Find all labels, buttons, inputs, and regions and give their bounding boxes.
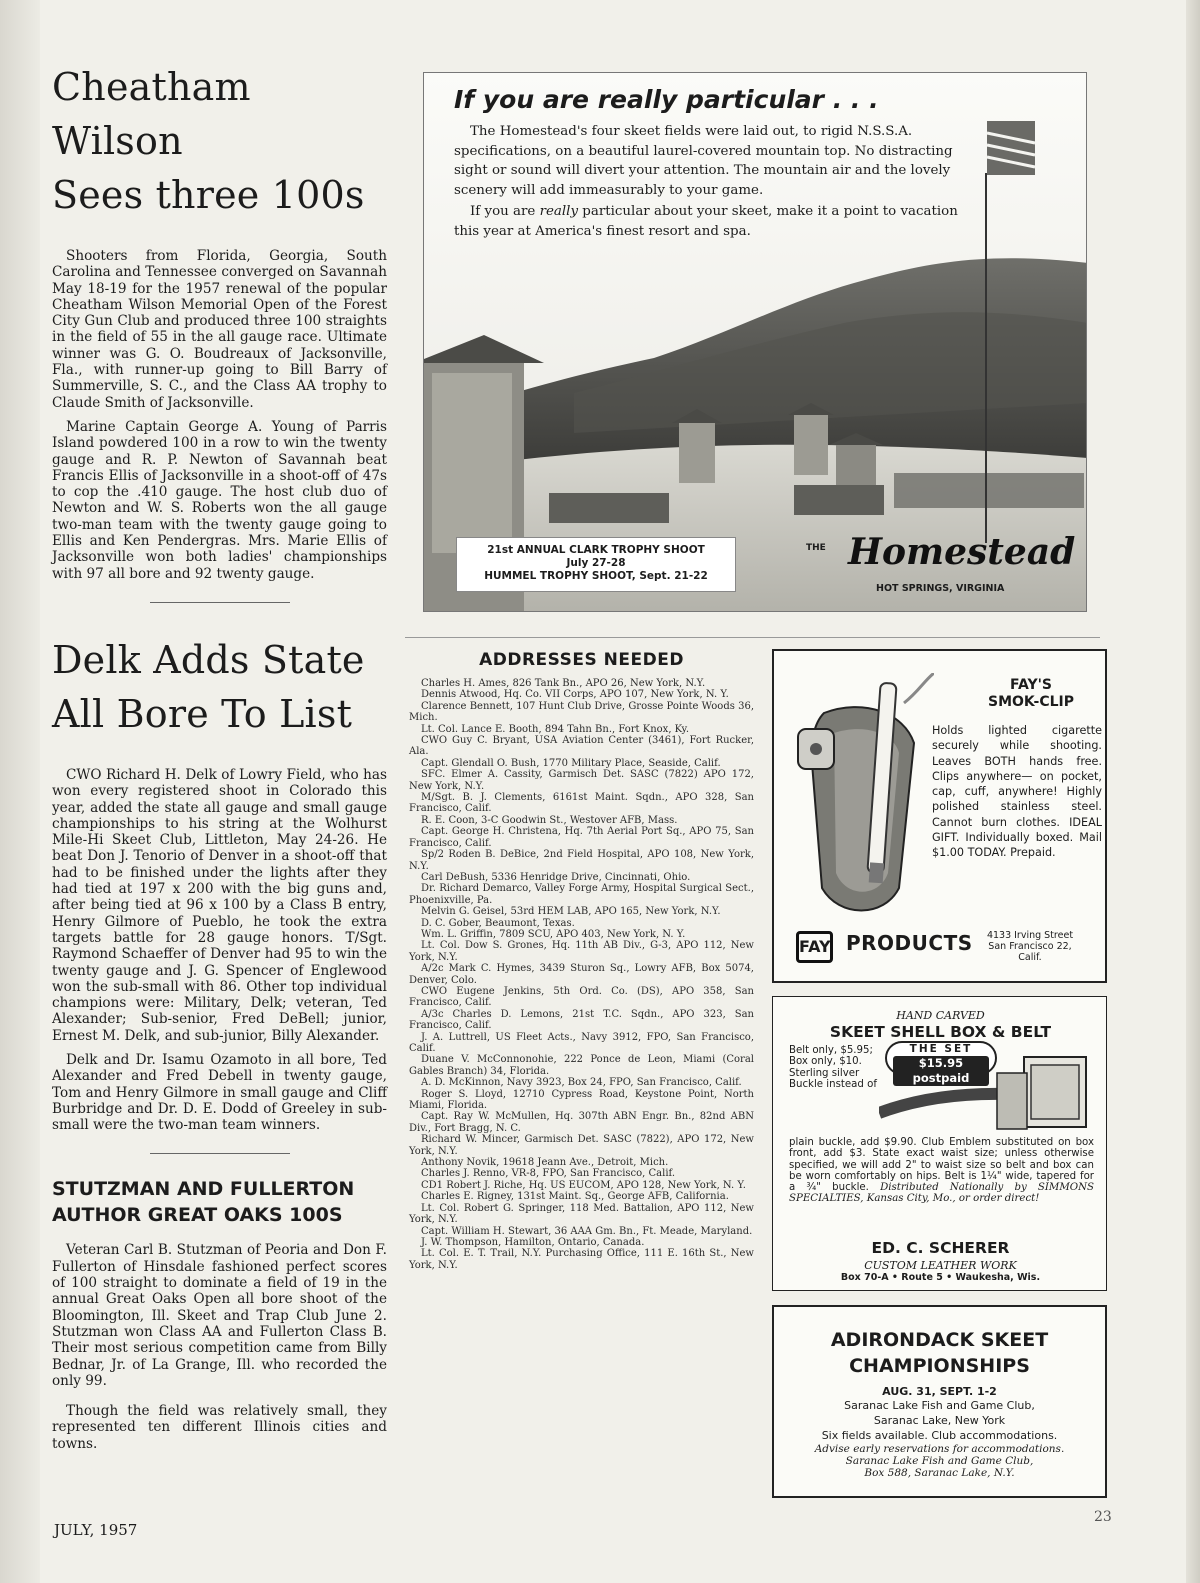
article-title: [52, 633, 387, 741]
address-entry: A/2c Mark C. Hymes, 3439 Sturon Sq., Lowry AFB, Box 5074, Denver, Colo.: [409, 963, 754, 986]
address-entry: A/3c Charles D. Lemons, 21st T.C. Sqdn., APO 323, San Francisco, Calif.: [409, 1008, 754, 1032]
address-entry: Wm. L. Griffin, 7809 SCU, APO 403, New York, N. Y.: [421, 928, 686, 940]
fays-address: [970, 930, 1090, 963]
address-entry: Lt. Col. E. T. Trail, N.Y. Purchasing Office, 111 E. 16th St., New York, N.Y.: [409, 1248, 754, 1271]
adirondack-location: Saranac Lake, New York: [873, 1414, 1006, 1427]
ad-text: particular about your skeet, make it a point to vacation this year at America's finest resort and spa.: [454, 204, 958, 239]
addresses-column: [409, 650, 754, 1271]
ad-copy: [454, 85, 974, 241]
adirondack-note: Box 588, Saranac Lake, N.Y.: [864, 1467, 1015, 1479]
event-line: HUMMEL TROPHY SHOOT, Sept. 21-22: [484, 570, 708, 582]
ad-headline: If you are really particular . . .: [454, 85, 879, 114]
event-line: 21st ANNUAL CLARK TROPHY SHOOT: [487, 544, 705, 556]
ad-text: If you are: [470, 204, 540, 219]
address-entry: Duane V. McConnonohie, 222 Ponce de Leon, Miami (Coral Gables Branch) 34, Florida.: [409, 1054, 754, 1077]
address-entry: Dennis Atwood, Hq. Co. VII Corps, APO 107, New York, N. Y.: [421, 689, 729, 701]
address-entry: CWO Guy C. Bryant, USA Aviation Center (3461), Fort Rucker, Ala.: [409, 735, 754, 758]
scherer-address: Box 70-A • Route 5 • Waukesha, Wis.: [840, 1272, 1041, 1283]
address-entry: Lt. Col. Dow S. Grones, Hq. 11th AB Div., G-3, APO 112, New York, N.Y.: [409, 940, 754, 963]
scherer-title: SKEET SHELL BOX & BELT: [829, 1023, 1052, 1041]
address-entry: M/Sgt. B. J. Clements, 6161st Maint. Sqdn., APO 328, San Francisco, Calif.: [409, 792, 754, 815]
page-number: 23: [1094, 1509, 1112, 1525]
address-entry: Anthony Novik, 19618 Jeann Ave., Detroit, Mich.: [421, 1157, 669, 1169]
price-tag: [885, 1041, 997, 1085]
address-entry: Carl DeBush, 5336 Henridge Drive, Cincinnati, Ohio.: [421, 871, 691, 883]
left-column: [52, 60, 387, 1452]
scherer-name: ED. C. SCHERER: [871, 1239, 1010, 1257]
address-line: Calif.: [1018, 952, 1042, 963]
title-line: Sees three 100s: [52, 173, 365, 217]
addresses-heading: ADDRESSES NEEDED: [479, 650, 684, 670]
ad-paragraph: [454, 202, 974, 241]
address-entry: Capt. William H. Stewart, 36 AAA Gm. Bn., Ft. Meade, Maryland.: [421, 1225, 753, 1237]
fays-logo: FAY: [796, 931, 833, 963]
fays-products: PRODUCTS: [846, 931, 973, 955]
address-entry: J. W. Thompson, Hamilton, Ontario, Canada.: [421, 1236, 645, 1248]
price-tag-price: $15.95 postpaid: [893, 1056, 989, 1086]
article-paragraph: Delk and Dr. Isamu Ozamoto in all bore, Ted Alexander and Fred Debell in twenty gauge, Tom and Henry Gilmore in small gauge and Cliff Burbridge and Dr. D. E. Dodd of Greeley in sub-small were the two-man team winners.: [52, 1051, 387, 1134]
adjacent-page-edge: [0, 0, 40, 1583]
address-entry: A. D. McKinnon, Navy 3923, Box 24, FPO, San Francisco, Calif.: [421, 1077, 742, 1089]
title-line: Delk Adds State: [52, 637, 365, 682]
article-paragraph: CWO Richard H. Delk of Lowry Field, who has won every registered shoot in Colorado this year, added the state all gauge and small gauge championships to his string at the Wolhurst Mile-Hi Skeet Club, Littleton, May 24-26. He beat Don J. Tenorio of Denver in a shoot-off that had to be finished under the lights after they had tied at 197 x 200 with the big guns and, after being tied at 96 x 100 by a Class B entry, Henry Gilmore of Pueblo, he took the extra targets battle for 28 gauge honors. T/Sgt. Raymond Schaeffer of Denver had 95 to win the twenty gauge and J. G. Spencer of Englewood won the sub-small with 86. Other top individual champions were: Military, Delk; veteran, Ted Alexander; Sub-senior, Fred DeBell; junior, Ernest M. Delk, and sub-junior, Billy Alexander.: [52, 766, 387, 1044]
article-paragraph: Veteran Carl B. Stutzman of Peoria and Don F. Fullerton of Hinsdale fashioned perfect scores of 100 straight to dominate a field of 19 in the annual Great Oaks Open all bore shoot of the Bloomington, Ill. Skeet and Trap Club June 2. Stutzman won Class AA and Fullerton Class B. Their most serious competition came from Billy Bednar, Jr. of La Grange, Ill. who recorded the only 99.: [52, 1242, 387, 1389]
scherer-advertisement: [772, 996, 1107, 1291]
address-line: 4133 Irving Street: [986, 930, 1074, 941]
section-divider: [150, 1153, 290, 1154]
scherer-work: CUSTOM LEATHER WORK: [864, 1259, 1017, 1272]
fays-smok-clip-advertisement: [772, 649, 1107, 983]
section-divider: [405, 637, 1100, 638]
homestead-logo: [784, 531, 1084, 606]
article-title: [52, 60, 387, 222]
fays-title: [966, 677, 1096, 711]
page-binding-edge: [1186, 0, 1200, 1583]
address-entry: CD1 Robert J. Riche, Hq. US EUCOM, APO 128, New York, N. Y.: [421, 1179, 746, 1191]
issue-date: JULY, 1957: [54, 1521, 138, 1539]
address-entry: CWO Eugene Jenkins, 5th Ord. Co. (DS), APO 358, San Francisco, Calif.: [409, 985, 754, 1009]
title-line: AUTHOR GREAT OAKS 100S: [52, 1204, 343, 1227]
fays-copy: Holds lighted cigarette securely while shooting. Leaves BOTH hands free. Clips anywhere— on pocket, cap, cuff, anywhere! Highly polished stainless steel. Cannot burn clothes. IDEAL GIFT. Individually boxed. Mail $1.00 TODAY. Prepaid.: [932, 724, 1102, 860]
title-line: STUTZMAN AND FULLERTON: [52, 1178, 355, 1201]
title-line: FAY'S: [1010, 677, 1052, 693]
adirondack-title: [774, 1327, 1105, 1379]
address-entry: D. C. Gober, Beaumont, Texas.: [421, 917, 575, 929]
event-box: [456, 537, 736, 592]
section-divider: [150, 602, 290, 603]
adirondack-note: Saranac Lake Fish and Game Club,: [845, 1455, 1034, 1467]
logo-article: THE: [806, 543, 826, 553]
address-entry: Richard W. Mincer, Garmisch Det. SASC (7822), APO 172, New York, N.Y.: [409, 1134, 754, 1157]
scherer-price-copy: Belt only, $5.95; Box only, $10. Sterling silver Buckle instead of: [789, 1045, 877, 1090]
homestead-advertisement: [423, 72, 1087, 612]
smok-clip-illustration: [784, 673, 934, 923]
scherer-body: [789, 1137, 1094, 1205]
adirondack-dates: AUG. 31, SEPT. 1-2: [882, 1385, 997, 1398]
scherer-distribution: Distributed Nationally by SIMMONS SPECIALTIES, Kansas City, Mo., or order direct!: [789, 1182, 1094, 1205]
title-line: SMOK-CLIP: [987, 694, 1075, 710]
adirondack-advertisement: [772, 1305, 1107, 1498]
adirondack-note: Advise early reservations for accommodations.: [814, 1443, 1065, 1455]
event-line: July 27-28: [566, 557, 626, 569]
article-title: [52, 1176, 387, 1228]
ad-paragraph: The Homestead's four skeet fields were laid out, to rigid N.S.S.A. specifications, on a beautiful laurel-covered mountain top. No distracting sight or sound will divert your attention. The mountain air and the lovely scenery will add immeasurably to your game.: [454, 124, 953, 198]
address-entry: R. E. Coon, 3-C Goodwin St., Westover AFB, Mass.: [421, 814, 678, 826]
adirondack-club: Saranac Lake Fish and Game Club,: [844, 1399, 1035, 1412]
address-entry: Dr. Richard Demarco, Valley Forge Army, Hospital Surgical Sect., Phoenixville, Pa.: [409, 883, 754, 906]
article-paragraph: Though the field was relatively small, they represented ten different Illinois cities and towns.: [52, 1403, 387, 1452]
address-entry: Charles J. Renno, VR-8, FPO, San Francisco, Calif.: [421, 1168, 676, 1180]
address-entry: Melvin G. Geisel, 53rd HEM LAB, APO 165, New York, N.Y.: [421, 906, 721, 918]
address-entry: Capt. Glendall O. Bush, 1770 Military Place, Seaside, Calif.: [421, 757, 721, 769]
address-entry: Lt. Col. Lance E. Booth, 894 Tahn Bn., Fort Knox, Ky.: [421, 723, 690, 735]
address-entry: Charles H. Ames, 826 Tank Bn., APO 26, New York, N.Y.: [421, 678, 706, 689]
address-line: San Francisco 22,: [988, 941, 1072, 952]
address-entry: Charles E. Rigney, 131st Maint. Sq., George AFB, California.: [421, 1191, 729, 1203]
article-paragraph: Marine Captain George A. Young of Parris Island powdered 100 in a row to win the twenty gauge and R. P. Newton of Savannah beat Francis Ellis of Jacksonville in a shoot-off of 47s to cop the .410 gauge. The host club duo of Newton and W. S. Roberts won the all gauge two-man team with the twenty gauge going to Ellis and Ken Pendergras. Mrs. Marie Ellis of Jacksonville won both ladies' championships with 97 all bore and 92 twenty gauge.: [52, 418, 387, 582]
article-paragraph: Shooters from Florida, Georgia, South Carolina and Tennessee converged on Savannah May 18-19 for the 1957 renewal of the popular Cheatham Wilson Memorial Open of the Forest City Gun Club and produced three 100 straights in the field of 55 in the all gauge race. Ultimate winner was G. O. Boudreaux of Jacksonville, Fla., with runner-up going to Bill Barry of Summerville, S. C., and the Class AA trophy to Claude Smith of Jacksonville.: [52, 248, 387, 411]
ad-emphasis: really: [539, 204, 579, 219]
price-tag-label: THE SET: [909, 1043, 973, 1055]
title-line: CHAMPIONSHIPS: [849, 1355, 1030, 1377]
title-line: Cheatham Wilson: [52, 65, 251, 163]
address-entry: Lt. Col. Robert G. Springer, 118 Med. Battalion, APO 112, New York, N.Y.: [409, 1202, 754, 1226]
address-entry: Capt. Ray W. McMullen, Hq. 307th ABN Engr. Bn., 82nd ABN Div., Fort Bragg, N. C.: [409, 1111, 754, 1134]
scherer-kicker: HAND CARVED: [896, 1009, 985, 1022]
address-entry: Clarence Bennett, 107 Hunt Club Drive, Grosse Pointe Woods 36, Mich.: [409, 700, 754, 724]
logo-location: HOT SPRINGS, VIRGINIA: [876, 583, 1005, 594]
adirondack-fields: Six fields available. Club accommodations.: [821, 1429, 1058, 1442]
title-line: All Bore To List: [52, 691, 353, 736]
logo-wordmark: Homestead: [848, 531, 1076, 573]
address-entry: SFC. Elmer A. Cassity, Garmisch Det. SASC (7822) APO 172, New York, N.Y.: [409, 769, 754, 792]
address-entry: Sp/2 Roden B. DeBice, 2nd Field Hospital, APO 108, New York, N.Y.: [409, 849, 754, 872]
title-line: ADIRONDACK SKEET: [830, 1329, 1049, 1351]
address-list: [409, 678, 754, 1271]
address-entry: Capt. George H. Christena, Hq. 7th Aerial Port Sq., APO 75, San Francisco, Calif.: [409, 826, 754, 849]
address-entry: Roger S. Lloyd, 12710 Cypress Road, Keystone Point, North Miami, Florida.: [409, 1088, 754, 1112]
scherer-body-text: plain buckle, add $9.90. Club Emblem substituted on box front, add $3. State exact waist size; unless otherwise specified, we will add 2" to waist size so belt and box can be worn comfortably on hips. Belt is 1¼" wide, tapered for a ¾" buckle.: [789, 1137, 1094, 1194]
address-entry: J. A. Luttrell, US Fleet Acts., Navy 3912, FPO, San Francisco, Calif.: [409, 1031, 754, 1054]
